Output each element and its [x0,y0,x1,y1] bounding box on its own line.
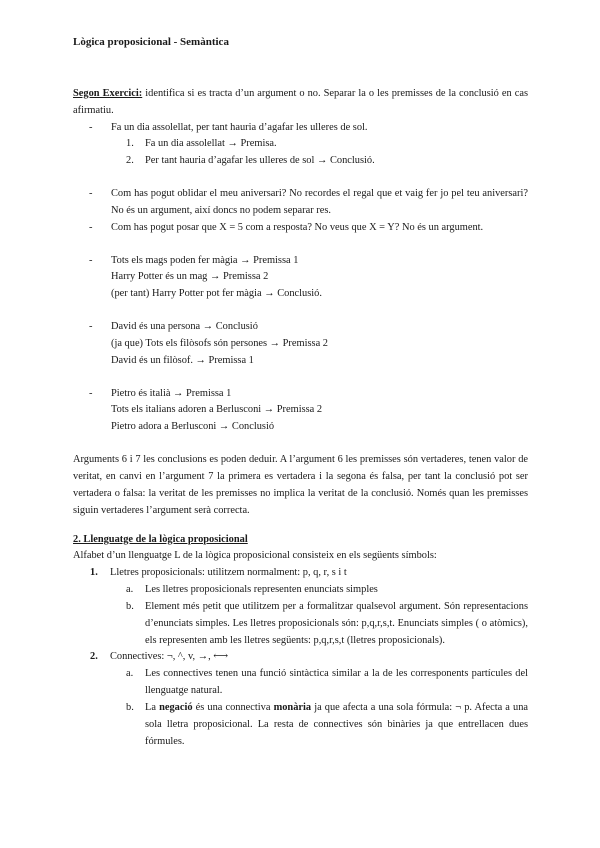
item4-line1: Tots els mags poden fer màgia → Premissa 1 [111,254,299,266]
sub-text: Les lletres proposicionals representen enunciats simples [145,584,378,596]
numbered-item [73,649,528,666]
bullet-dash: - [89,221,93,233]
sub-text: La negació és una connectiva monària ja que afecta a una sola fórmula: ¬ p. Afecta a una sola lletra proposicional. La resta de connectives són binàries ja que entrellacen dues fórmules. [145,701,528,747]
item5-line3: David és un filòsof. → Premissa 1 [111,354,254,366]
section-heading: 2. Llenguatge de la lògica proposicional [73,533,248,545]
item-number: 2. [90,651,98,663]
list-item [73,386,528,437]
document-title: Lògica proposicional - Semàntica [73,36,229,48]
list-item [73,120,528,137]
item1-sub2: Per tant hauria d’agafar les ulleres de sol → Conclusió. [145,155,375,167]
bold-term: monària [273,701,312,713]
bullet-dash: - [89,321,93,333]
item6-line1: Pietro és italià → Premissa 1 [111,387,232,399]
exercise-intro [73,86,528,120]
item4-line3: (per tant) Harry Potter pot fer màgia → Conclusió. [111,288,322,300]
numbered-item [73,565,528,582]
sub-item [73,599,528,650]
item-title: Lletres proposicionals: utilitzem normalment: p, q, r, s i t [110,567,347,579]
list-item [73,186,528,220]
sub-mark: b. [126,701,134,713]
sub-item [73,666,528,700]
item3-text: Com has pogut posar que X = 5 com a resposta? No veus que X = Y? No és un argument. [111,221,484,233]
sub-mark: a. [126,668,134,680]
bullet-dash: - [89,121,93,133]
exercise-intro-text: identifica si es tracta d’un argument o no. Separar la o les premisses de la conclusió en cas afirmatiu. [73,87,529,116]
item1-sub1: Fa un dia assolellat → Premisa. [145,138,277,150]
bullet-dash: - [89,188,93,200]
item1-text: Fa un dia assolellat, per tant hauria d’agafar les ulleres de sol. [111,121,368,133]
numbered-item: 2. Per tant hauria d’agafar les ulleres de sol → Conclusió. [73,153,528,170]
exercise-heading: Segon Exercici: [73,87,143,99]
sub-item [73,582,528,599]
list-item [73,253,528,304]
sub-text: Les connectives tenen una funció sintàctica similar a la de les corresponents partícules del llenguatge natural. [145,668,528,697]
list-item [73,220,528,237]
sub-mark: b. [126,600,134,612]
item2-text: Com has pogut oblidar el meu aniversari? No recordes el regal que et vaig fer jo pel teu aniversari? No és un argument, així doncs no podem separar res. [111,188,528,216]
sub-mark: a. [126,584,134,596]
item6-line3: Pietro adora a Berlusconi → Conclusió [111,421,275,433]
section-intro: Alfabet d’un llenguatge L de la lògica proposicional consisteix en els següents símbols: [73,550,437,562]
numbered-item: 1. Fa un dia assolellat → Premisa. [73,136,528,153]
sub-text: Element més petit que utilitzem per a formalitzar qualsevol argument. Són representacions d’enunciats simples. Les lletres proposicionals són: p,q,r,s,t. Enunciats simples ( o atòmics), els representen amb les lletres següents: p,q,r,s,t (lletres proposicionals). [145,600,528,646]
list-item [73,319,528,370]
item-title: Connectives: ¬, ^, v, →, ⟷ [110,651,229,663]
conclusion-paragraph: Arguments 6 i 7 les conclusions es poden deduir. A l’argument 6 les premisses són vertaderes, tenen valor de veritat, en canvi en l’argument 7 la primera es vertadera i la segona és falsa, per tant la conclusió pot ser vertadera o falsa: la veritat de les premisses no implica la veritat de la conclusió. Només quan les premisses siguin vertaderes l’argument serà correcta. [73,454,528,516]
bold-term: negació [159,701,193,713]
item-number: 1. [90,567,98,579]
item5-line2: (ja que) Tots els filòsofs són persones → Premissa 2 [111,337,328,349]
bullet-dash: - [89,254,93,266]
bullet-dash: - [89,387,93,399]
item5-line1: David és una persona → Conclusió [111,321,258,333]
item4-line2: Harry Potter és un mag → Premissa 2 [111,271,269,283]
item6-line2: Tots els italians adoren a Berlusconi → Premissa 2 [111,404,323,416]
sub-item [73,700,528,751]
document-page [73,34,528,751]
